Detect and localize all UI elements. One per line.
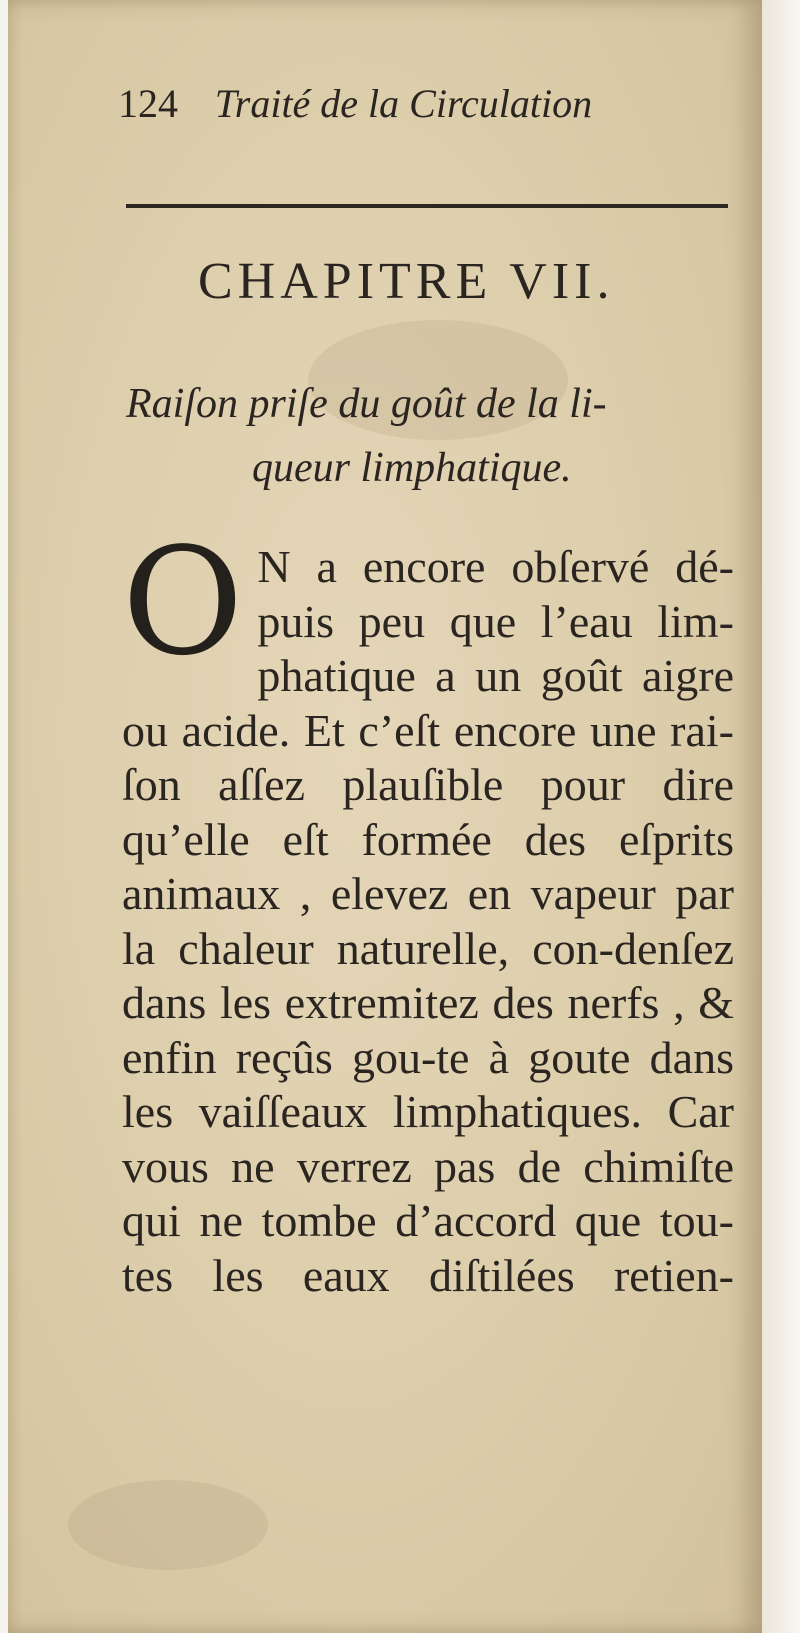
chapter-subtitle: [126, 372, 746, 500]
body-text: N a encore obſervé dé-puis peu que l’eau lim-phatique a un goût aigre ou acide. Et c’eſt encore une rai-ſon aſſez plauſible pour dire qu’elle eſt formée des eſprits animaux , elevez en vapeur par la chaleur naturelle, con-denſez dans les extremitez des nerfs , & enfin reçûs gou-te à goute dans les vaiſſeaux limphatiques. Car vous ne verrez pas de chimiſte qui ne tombe d’accord que tou-tes les eaux diſtilées retien-: [122, 541, 734, 1301]
page-number: 124: [118, 81, 178, 126]
subtitle-line-1: Raiſon priſe du goût de la li-: [126, 381, 607, 427]
body-paragraph: [122, 516, 734, 1303]
running-title: Traité de la Circulation: [214, 81, 593, 126]
book-page: [8, 0, 762, 1633]
header-rule: [126, 204, 728, 208]
running-head: [118, 80, 592, 127]
drop-cap: O: [122, 516, 244, 688]
scan-margin: [762, 0, 800, 1633]
subtitle-line-2: queur limphatique.: [252, 445, 572, 491]
paper-stain: [68, 1480, 268, 1570]
chapter-heading: CHAPITRE VII.: [198, 253, 615, 310]
